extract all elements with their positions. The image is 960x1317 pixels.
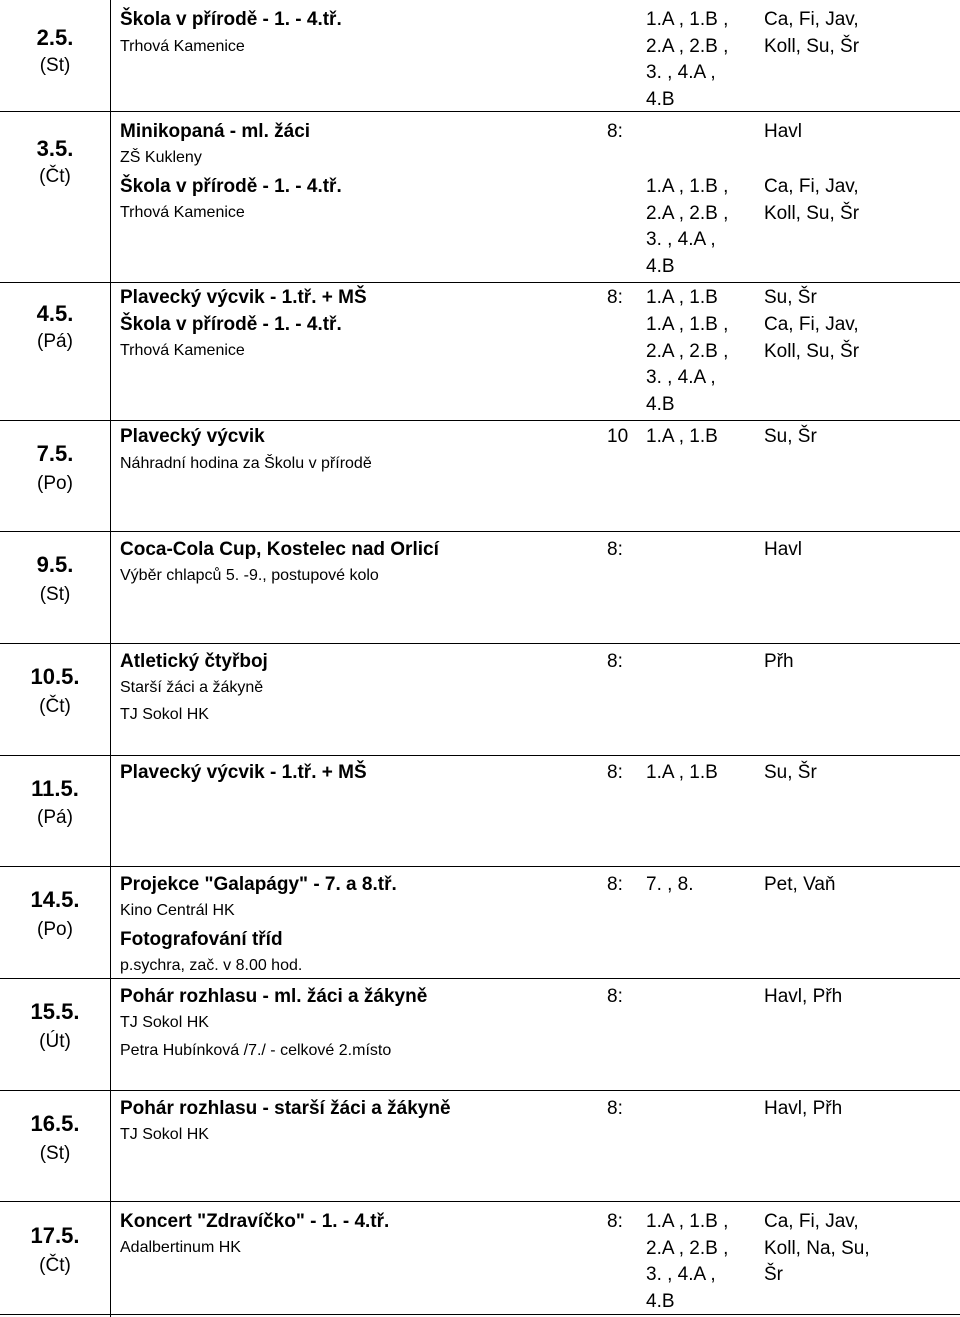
event-time: 8: (607, 762, 623, 783)
row-divider (0, 978, 960, 979)
event-title: Koncert "Zdravíčko" - 1. - 4.tř. (120, 1211, 390, 1232)
day-weekday: (Čt) (39, 1255, 71, 1276)
event-title: Coca-Cola Cup, Kostelec nad Orlicí (120, 539, 439, 560)
row-divider (0, 282, 960, 283)
row-divider (0, 866, 960, 867)
day-date: 9.5. (36, 552, 74, 577)
event-teachers: Ca, Fi, Jav, Koll, Su, Šr (764, 176, 860, 224)
event-teachers: Pet, Vaň (764, 874, 836, 895)
event-note: Náhradní hodina za Školu v přírodě (120, 455, 372, 472)
event-time: 8: (607, 874, 623, 895)
event-classes: 7. , 8. (646, 874, 694, 895)
event-teachers: Přh (764, 651, 794, 672)
event-note: Starší žáci a žákyně (120, 679, 264, 696)
day-weekday: (Po) (37, 919, 73, 940)
event-note: Trhová Kamenice (120, 342, 245, 359)
day-date: 17.5. (30, 1223, 80, 1248)
event-title: Škola v přírodě - 1. - 4.tř. (120, 9, 342, 30)
event-note: TJ Sokol HK (120, 1014, 209, 1031)
event-note: Výběr chlapců 5. -9., postupové kolo (120, 567, 379, 584)
event-teachers: Su, Šr (764, 287, 817, 308)
event-teachers: Su, Šr (764, 426, 817, 447)
event-note: Trhová Kamenice (120, 204, 245, 221)
day-date: 7.5. (36, 441, 74, 466)
event-time: 10 (607, 426, 629, 447)
row-divider (0, 755, 960, 756)
event-title: Fotografování tříd (120, 929, 283, 950)
event-title: Plavecký výcvik (120, 426, 265, 447)
event-time: 8: (607, 986, 623, 1007)
day-weekday: (Pá) (37, 807, 73, 828)
event-note: p.sychra, zač. v 8.00 hod. (120, 957, 303, 974)
event-time: 8: (607, 1098, 623, 1119)
row-divider (0, 1314, 960, 1315)
event-teachers: Su, Šr (764, 762, 817, 783)
event-classes: 1.A , 1.B (646, 762, 718, 783)
event-teachers: Havl (764, 539, 803, 560)
event-title: Minikopaná - ml. žáci (120, 121, 311, 142)
day-date: 10.5. (30, 664, 80, 689)
day-weekday: (St) (39, 584, 71, 605)
event-time: 8: (607, 539, 623, 560)
event-time: 8: (607, 287, 623, 308)
row-divider (0, 643, 960, 644)
date-column-divider (110, 0, 111, 1317)
event-title: Škola v přírodě - 1. - 4.tř. (120, 176, 342, 197)
day-weekday: (Po) (37, 473, 73, 494)
row-divider (0, 1201, 960, 1202)
row-divider (0, 420, 960, 421)
day-date: 15.5. (30, 999, 80, 1024)
day-date: 2.5. (36, 25, 74, 50)
event-note: Trhová Kamenice (120, 38, 245, 55)
day-weekday: (Čt) (39, 166, 71, 187)
day-date: 3.5. (36, 136, 74, 161)
event-teachers: Havl (764, 121, 803, 142)
row-divider (0, 1090, 960, 1091)
event-time: 8: (607, 121, 623, 142)
event-classes: 1.A , 1.B , 2.A , 2.B , 3. , 4.A , 4.B (646, 176, 729, 277)
day-date: 11.5. (31, 776, 79, 801)
day-date: 4.5. (36, 301, 74, 326)
row-divider (0, 111, 960, 112)
event-title: Plavecký výcvik - 1.tř. + MŠ (120, 287, 367, 308)
event-teachers: Havl, Přh (764, 1098, 843, 1119)
event-teachers: Ca, Fi, Jav, Koll, Na, Su, Šr (764, 1211, 870, 1285)
event-time: 8: (607, 651, 623, 672)
day-date: 16.5. (30, 1111, 80, 1136)
event-title: Pohár rozhlasu - ml. žáci a žákyně (120, 986, 428, 1007)
event-note: Petra Hubínková /7./ - celkové 2.místo (120, 1042, 392, 1059)
event-classes: 1.A , 1.B , 2.A , 2.B , 3. , 4.A , 4.B (646, 9, 729, 110)
event-title: Škola v přírodě - 1. - 4.tř. (120, 314, 342, 335)
day-weekday: (St) (39, 55, 71, 76)
event-teachers: Ca, Fi, Jav, Koll, Su, Šr (764, 314, 860, 362)
event-classes: 1.A , 1.B , 2.A , 2.B , 3. , 4.A , 4.B (646, 1211, 729, 1312)
event-time: 8: (607, 1211, 623, 1232)
row-divider (0, 531, 960, 532)
event-title: Projekce "Galapágy" - 7. a 8.tř. (120, 874, 397, 895)
event-note: TJ Sokol HK (120, 1126, 209, 1143)
event-classes: 1.A , 1.B , 2.A , 2.B , 3. , 4.A , 4.B (646, 314, 729, 415)
day-weekday: (Út) (39, 1031, 71, 1052)
day-weekday: (Čt) (39, 696, 71, 717)
event-title: Pohár rozhlasu - starší žáci a žákyně (120, 1098, 451, 1119)
event-note: ZŠ Kukleny (120, 149, 202, 166)
event-title: Atletický čtyřboj (120, 651, 268, 672)
day-weekday: (Pá) (37, 331, 73, 352)
event-classes: 1.A , 1.B (646, 287, 718, 308)
day-weekday: (St) (39, 1143, 71, 1164)
event-note: Kino Centrál HK (120, 902, 235, 919)
event-teachers: Havl, Přh (764, 986, 843, 1007)
event-classes: 1.A , 1.B (646, 426, 718, 447)
event-note: TJ Sokol HK (120, 706, 209, 723)
event-note: Adalbertinum HK (120, 1239, 241, 1256)
event-teachers: Ca, Fi, Jav, Koll, Su, Šr (764, 9, 860, 57)
day-date: 14.5. (30, 887, 80, 912)
event-title: Plavecký výcvik - 1.tř. + MŠ (120, 762, 367, 783)
